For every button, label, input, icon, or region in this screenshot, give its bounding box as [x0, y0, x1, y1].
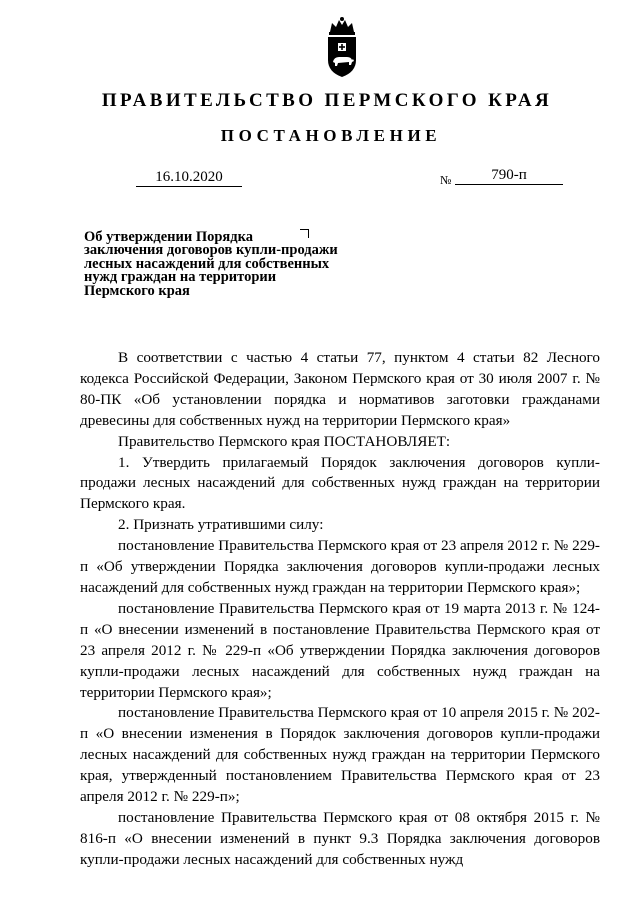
government-title: ПРАВИТЕЛЬСТВО ПЕРМСКОГО КРАЯ: [101, 90, 553, 111]
subject-line: Об утверждении Порядка: [84, 229, 253, 245]
subject-line: заключения договоров купли-продажи: [84, 242, 338, 259]
subject-line: Пермского края: [84, 282, 190, 299]
body-paragraph: В соответствии с частью 4 статьи 77, пунктом 4 статьи 82 Лесного кодекса Российской Федерации, Законом Пермского края от 30 июля 2007 г. № 80-ПК «Об установлении порядка и нормативов заготовки гражданами древесины для собственных нужд на территории Пермского края»: [80, 349, 600, 429]
subject-line: нужд граждан на территории: [84, 269, 277, 286]
body-paragraph: 2. Признать утратившими силу:: [118, 516, 324, 534]
document-subject: [84, 231, 364, 298]
perm-krai-coat-of-arms-icon: [322, 16, 362, 80]
document-body: [80, 348, 600, 871]
document-type: ПОСТАНОВЛЕНИЕ: [220, 126, 442, 145]
number-sign: №: [440, 173, 452, 187]
body-paragraph: постановление Правительства Пермского края от 23 апреля 2012 г. № 229-п «Об утверждении Порядка заключения договоров купли-продажи лесных насаждений для собственных нужд граждан на территории Пермского края»;: [80, 537, 600, 596]
document-number: 790-п: [455, 166, 563, 185]
document-date: 16.10.2020: [136, 168, 242, 187]
body-paragraph: постановление Правительства Пермского края от 19 марта 2013 г. № 124-п «О внесении изменений в постановление Правительства Пермского края от 23 апреля 2012 г. № 229-п «Об утверждении Порядка заключения договоров купли-продажи лесных насаждений для собственных нужд граждан на территории Пермского края»;: [80, 599, 600, 701]
body-paragraph: постановление Правительства Пермского края от 08 октября 2015 г. № 816-п «О внесении изменений в пункт 9.3 Порядка заключения договоров купли-продажи лесных насаждений для собственных нужд: [80, 808, 600, 868]
body-paragraph: Правительство Пермского края ПОСТАНОВЛЯЕТ:: [118, 432, 451, 450]
subject-line: лесных насаждений для собственных: [84, 255, 330, 272]
body-paragraph: 1. Утвердить прилагаемый Порядок заключения договоров купли-продажи лесных насаждений для собственных нужд граждан на территории Пермского края.: [80, 453, 600, 513]
body-paragraph: постановление Правительства Пермского края от 10 апреля 2015 г. № 202-п «О внесении изменения в Порядок заключения договоров купли-продажи лесных насаждений для собственных нужд граждан на территории Пермского края, утвержденный постановлением Правительства Пермского края от 23 апреля 2012 г. № 229-п»;: [80, 704, 600, 806]
